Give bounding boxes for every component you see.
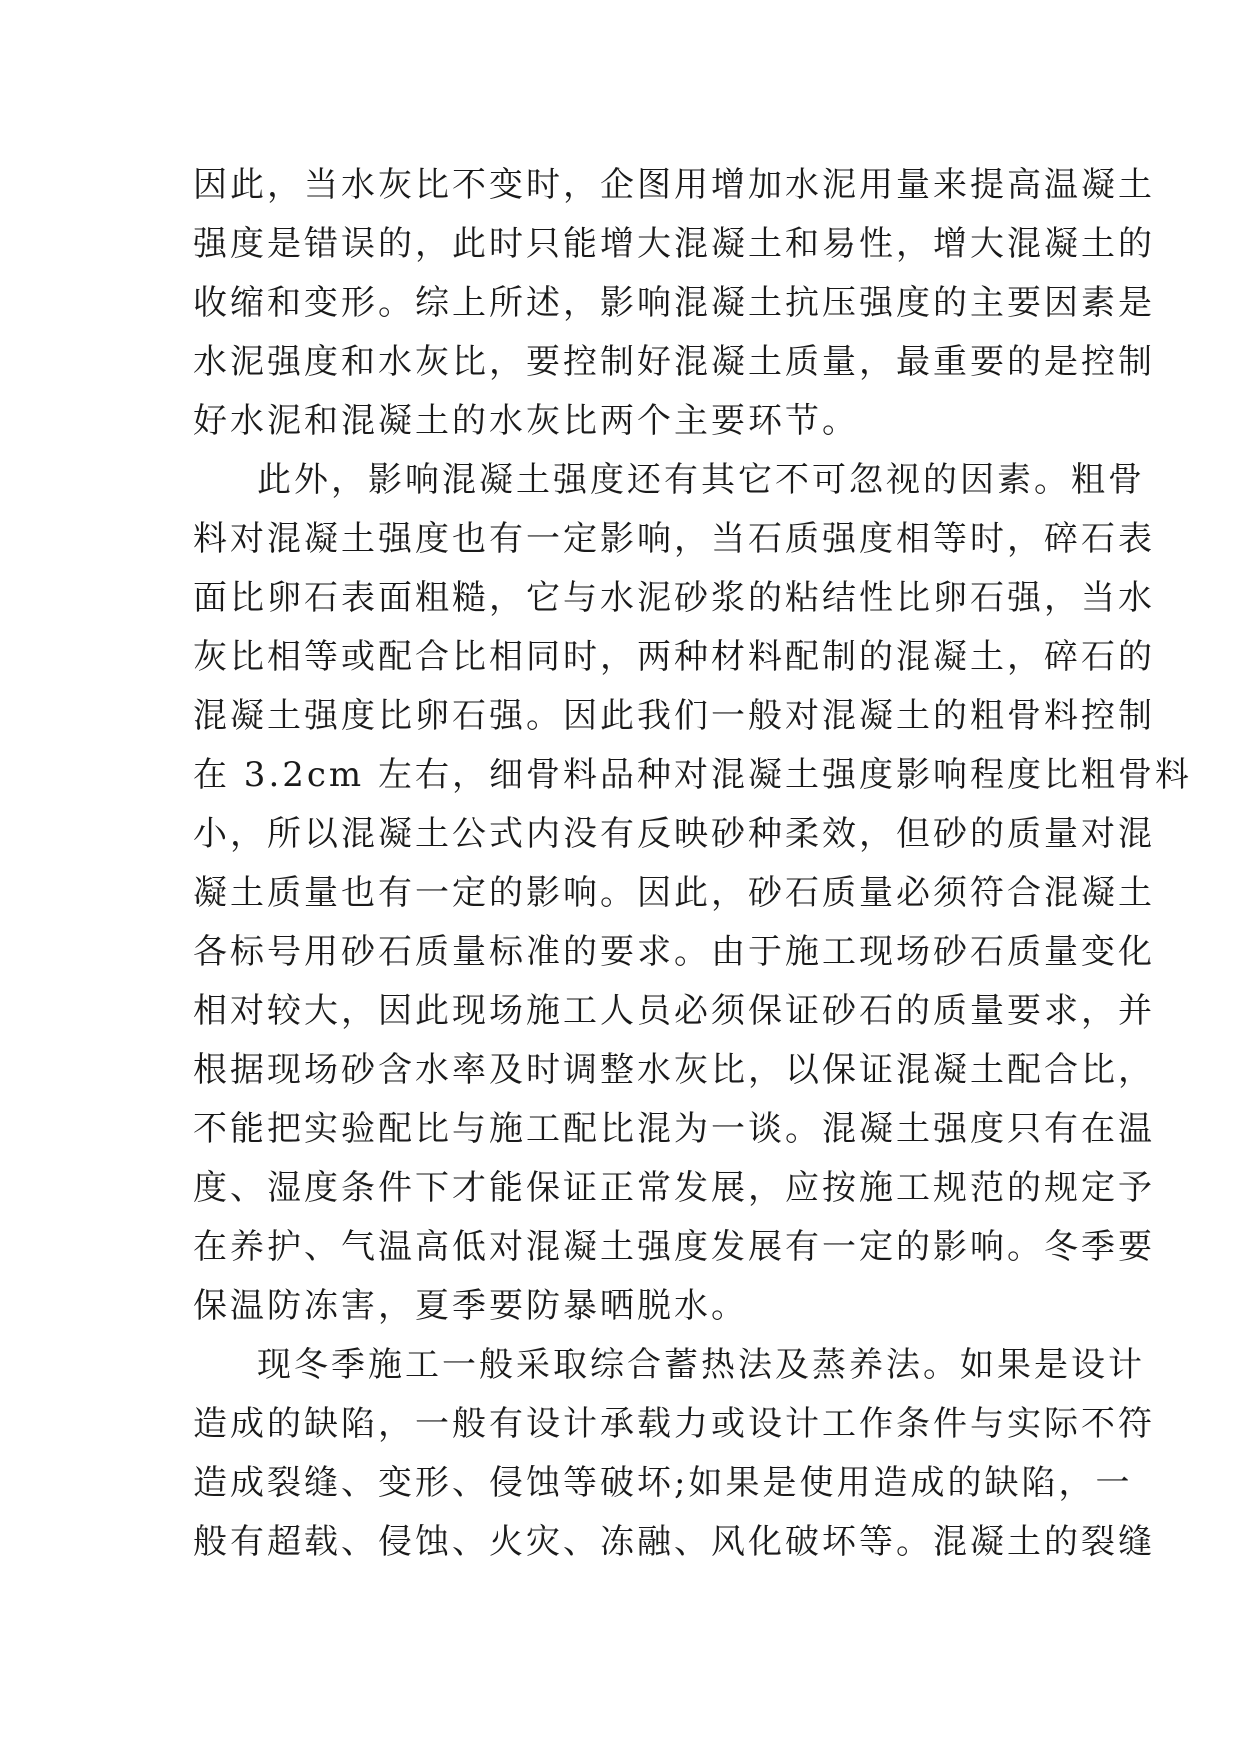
text-line: 不能把实验配比与施工配比混为一谈。混凝土强度只有在温 (193, 1109, 1155, 1149)
text-line: 料对混凝土强度也有一定影响，当石质强度相等时，碎石表 (193, 519, 1155, 559)
text-line: 保温防冻害，夏季要防暴晒脱水。 (193, 1286, 748, 1326)
text-line: 在养护、气温高低对混凝土强度发展有一定的影响。冬季要 (193, 1227, 1155, 1267)
text-line: 凝土质量也有一定的影响。因此，砂石质量必须符合混凝土 (193, 873, 1155, 913)
text-line: 现冬季施工一般采取综合蓄热法及蒸养法。如果是设计 (257, 1345, 1145, 1385)
text-line: 度、湿度条件下才能保证正常发展，应按施工规范的规定予 (193, 1168, 1155, 1208)
text-line: 造成裂缝、变形、侵蚀等破坏;如果是使用造成的缺陷，一 (193, 1463, 1133, 1503)
body-text (193, 156, 1192, 1572)
text-line: 相对较大，因此现场施工人员必须保证砂石的质量要求，并 (193, 991, 1155, 1031)
text-line: 在 3.2cm 左右，细骨料品种对混凝土强度影响程度比粗骨料 (193, 755, 1192, 795)
text-line: 混凝土强度比卵石强。因此我们一般对混凝土的粗骨料控制 (193, 696, 1155, 736)
text-line: 灰比相等或配合比相同时，两种材料配制的混凝土，碎石的 (193, 637, 1155, 677)
text-line: 好水泥和混凝土的水灰比两个主要环节。 (193, 401, 859, 441)
text-line: 各标号用砂石质量标准的要求。由于施工现场砂石质量变化 (193, 932, 1155, 972)
text-line: 水泥强度和水灰比，要控制好混凝土质量，最重要的是控制 (193, 342, 1155, 382)
text-line: 因此，当水灰比不变时，企图用增加水泥用量来提高温凝土 (193, 165, 1155, 205)
text-line: 强度是错误的，此时只能增大混凝土和易性，增大混凝土的 (193, 224, 1155, 264)
text-line: 小，所以混凝土公式内没有反映砂种柔效，但砂的质量对混 (193, 814, 1155, 854)
text-line: 般有超载、侵蚀、火灾、冻融、风化破坏等。混凝土的裂缝 (193, 1522, 1155, 1562)
text-line: 造成的缺陷，一般有设计承载力或设计工作条件与实际不符 (193, 1404, 1155, 1444)
text-line: 收缩和变形。综上所述，影响混凝土抗压强度的主要因素是 (193, 283, 1155, 323)
text-line: 根据现场砂含水率及时调整水灰比，以保证混凝土配合比， (193, 1050, 1155, 1090)
text-line: 此外，影响混凝土强度还有其它不可忽视的因素。粗骨 (257, 460, 1145, 500)
text-line: 面比卵石表面粗糙，它与水泥砂浆的粘结性比卵石强，当水 (193, 578, 1155, 618)
